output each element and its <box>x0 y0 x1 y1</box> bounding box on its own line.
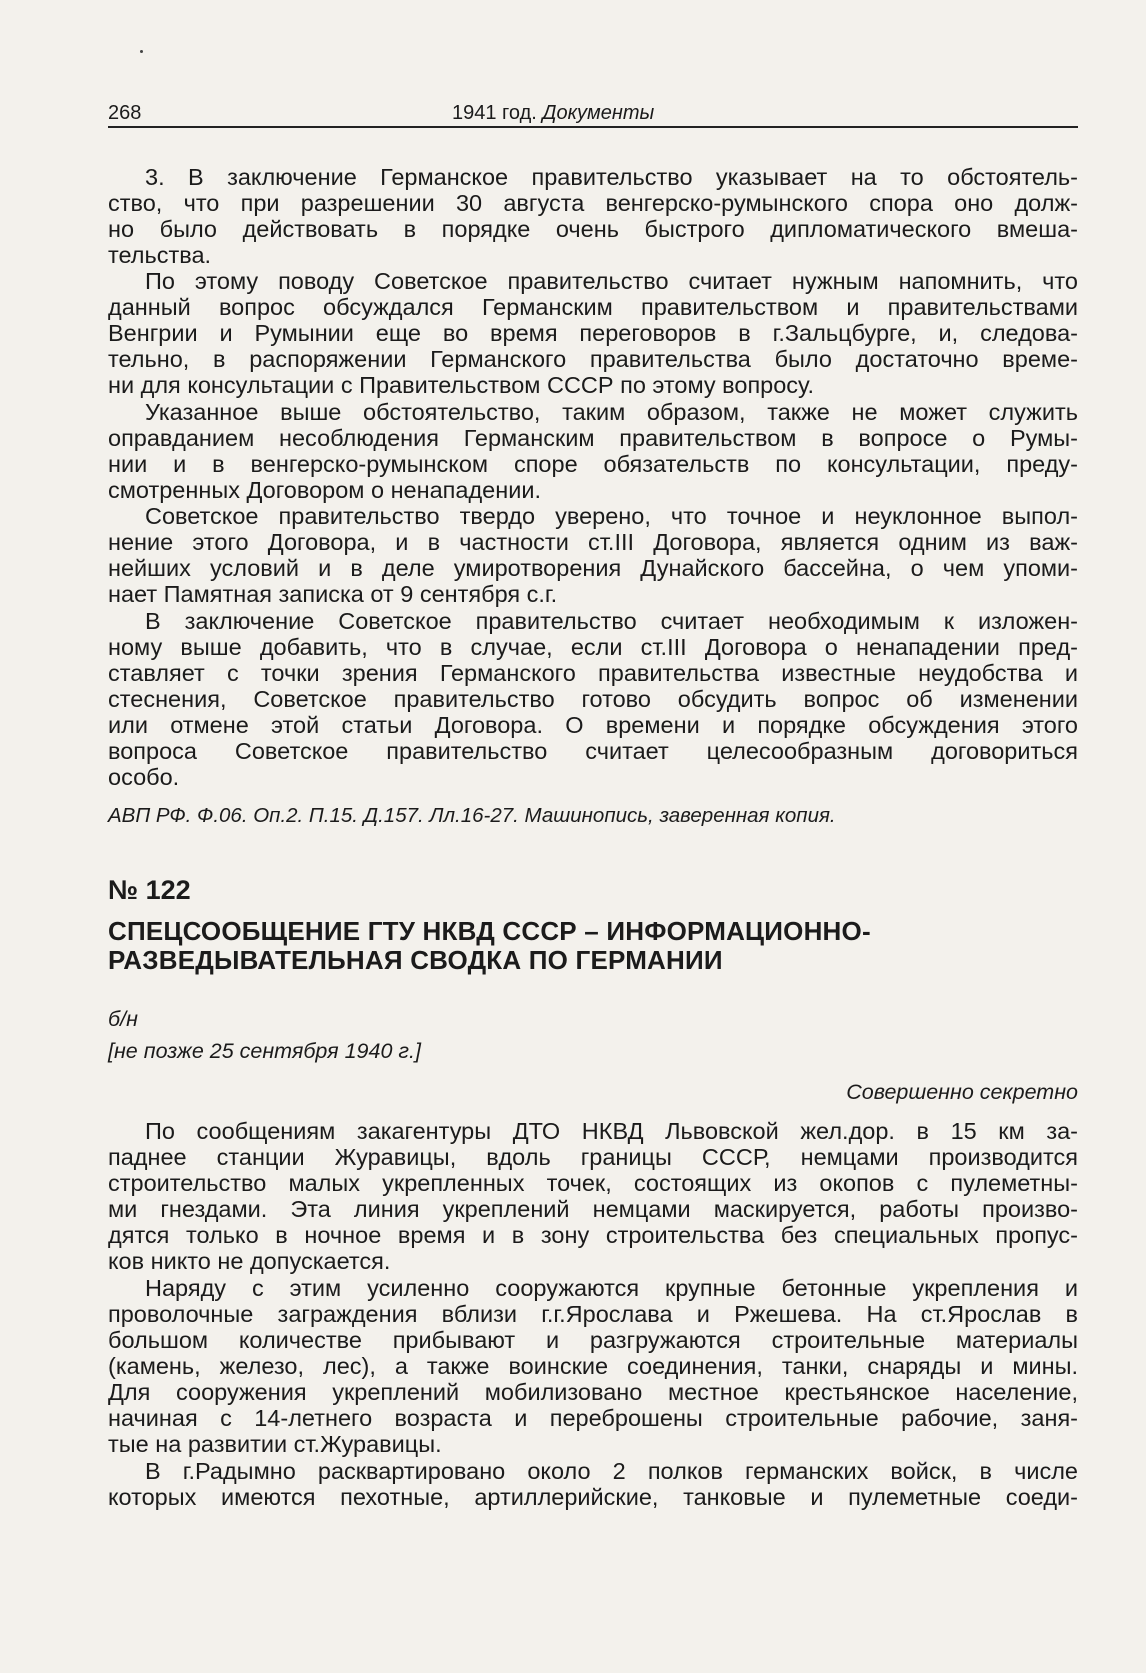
body-line: ство, что при разрешении 30 августа венгерско-румынского спора оно долж- <box>108 190 1078 216</box>
body-line: дятся только в ночное время и в зону строительства без специальных пропус- <box>108 1222 1078 1248</box>
page-number: 268 <box>108 102 142 124</box>
document-number: № 122 <box>108 875 191 905</box>
body-line: ному выше добавить, что в случае, если ст.III Договора о ненападении пред- <box>108 634 1078 660</box>
body-line: ков никто не допускается. <box>108 1248 391 1274</box>
body-line: данный вопрос обсуждался Германским правительством и правительствами <box>108 294 1078 320</box>
document-title-line2: РАЗВЕДЫВАТЕЛЬНАЯ СВОДКА ПО ГЕРМАНИИ <box>108 945 723 975</box>
body-line: Венгрии и Румынии еще во время переговоров в г.Зальцбурге, и, следова- <box>108 320 1078 346</box>
body-line: 3. В заключение Германское правительство указывает на то обстоятель- <box>145 164 1078 190</box>
running-title-year: 1941 год. <box>452 102 537 124</box>
body-line: нает Памятная записка от 9 сентября с.г. <box>108 581 558 607</box>
body-line: начиная с 14-летнего возраста и переброшены строительные рабочие, заня- <box>108 1405 1078 1431</box>
body-line: нение этого Договора, и в частности ст.III Договора, является одним из важ- <box>108 529 1078 555</box>
running-title-section: Документы <box>542 102 655 124</box>
speck <box>140 50 143 53</box>
classification-stamp: Совершенно секретно <box>846 1080 1078 1104</box>
body-line: тельства. <box>108 242 212 268</box>
body-line: В заключение Советское правительство считает необходимым к изложен- <box>145 608 1078 634</box>
body-line: тые на развитии ст.Журавицы. <box>108 1431 442 1457</box>
body-line: Советское правительство твердо уверено, что точное и неуклонное выпол- <box>145 503 1078 529</box>
body-line: оправданием несоблюдения Германским правительством в вопросе о Румы- <box>108 425 1078 451</box>
body-line: проволочные заграждения вблизи г.г.Ярослава и Ржешева. На ст.Ярослав в <box>108 1301 1078 1327</box>
body-line: тельно, в распоряжении Германского правительства было достаточно време- <box>108 346 1078 372</box>
body-line: Наряду с этим усиленно сооружаются крупные бетонные укрепления и <box>145 1275 1078 1301</box>
body-line: строительство малых укрепленных точек, состоящих из окопов с пулеметны- <box>108 1170 1078 1196</box>
body-line: или отмене этой статьи Договора. О времени и порядке обсуждения этого <box>108 712 1078 738</box>
body-line: ставляет с точки зрения Германского правительства известные неудобства и <box>108 660 1078 686</box>
document-title-line1: СПЕЦСООБЩЕНИЕ ГТУ НКВД СССР – ИНФОРМАЦИОННО- <box>108 916 871 946</box>
archival-source-note: АВП РФ. Ф.06. Оп.2. П.15. Д.157. Лл.16-27. Машинопись, заверенная копия. <box>108 804 836 827</box>
body-line: Указанное выше обстоятельство, таким образом, также не может служить <box>145 399 1078 425</box>
body-line: (камень, железо, лес), а также воинские соединения, танки, снаряды и мины. <box>108 1353 1078 1379</box>
body-line: В г.Радымно расквартировано около 2 полков германских войск, в числе <box>145 1458 1078 1484</box>
body-line: ми гнездами. Эта линия укреплений немцами маскируется, работы произво- <box>108 1196 1078 1222</box>
body-line: По сообщениям закагентуры ДТО НКВД Львовской жел.дор. в 15 км за- <box>145 1118 1078 1144</box>
body-line: По этому поводу Советское правительство считает нужным напомнить, что <box>145 268 1078 294</box>
body-line: смотренных Договором о ненападении. <box>108 477 542 503</box>
body-line: ни для консультации с Правительством СССР по этому вопросу. <box>108 372 814 398</box>
body-line: большом количестве прибывают и разгружаются строительные материалы <box>108 1327 1078 1353</box>
body-line: стеснения, Советское правительство готово обсудить вопрос об изменении <box>108 686 1078 712</box>
body-line: нии и в венгерско-румынском споре обязательств по консультации, преду- <box>108 451 1078 477</box>
body-line: Для сооружения укреплений мобилизовано местное крестьянское население, <box>108 1379 1078 1405</box>
body-line: которых имеются пехотные, артиллерийские, танковые и пулеметные соеди- <box>108 1484 1078 1510</box>
document-date: [не позже 25 сентября 1940 г.] <box>108 1039 421 1063</box>
document-reg-number: б/н <box>108 1007 138 1031</box>
body-line: нейших условий и в деле умиротворения Дунайского бассейна, о чем упоми- <box>108 555 1078 581</box>
running-title <box>452 100 654 126</box>
body-line: но было действовать в порядке очень быстрого дипломатического вмеша- <box>108 216 1078 242</box>
header-rule <box>108 126 1078 128</box>
body-line: особо. <box>108 764 180 790</box>
body-line: вопроса Советское правительство считает целесообразным договориться <box>108 738 1078 764</box>
body-line: паднее станции Журавицы, вдоль границы СССР, немцами производится <box>108 1144 1078 1170</box>
